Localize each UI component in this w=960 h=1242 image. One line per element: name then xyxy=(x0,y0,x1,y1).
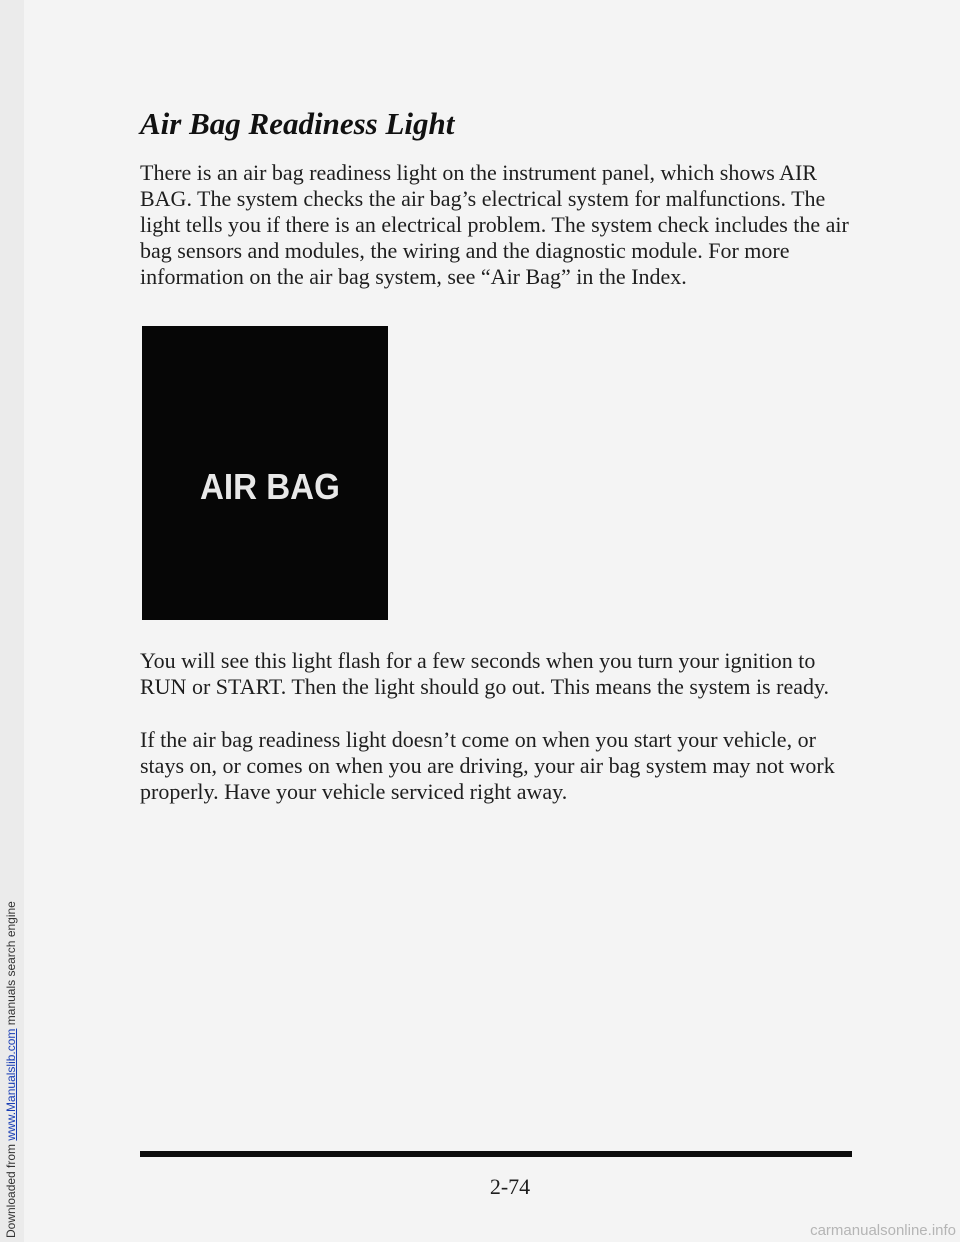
air-bag-indicator-image xyxy=(142,326,388,620)
warning-paragraph: If the air bag readiness light doesn’t come on when you start your vehicle, or stays on, or comes on when you are driving, your air bag system may not work properly. Have your vehicle serviced right away. xyxy=(140,727,835,804)
flash-paragraph: You will see this light flash for a few seconds when you turn your ignition to RUN or START. Then the light should go out. This means the system is ready. xyxy=(140,648,830,699)
side-strip xyxy=(0,0,24,1242)
banner-suffix: manuals search engine xyxy=(4,901,18,1029)
section-heading: Air Bag Readiness Light xyxy=(140,106,455,141)
download-banner xyxy=(4,901,18,1238)
footer-rule xyxy=(140,1151,852,1157)
indicator-label: AIR BAG xyxy=(200,466,340,507)
intro-paragraph: There is an air bag readiness light on the instrument panel, which shows AIR BAG. The system checks the air bag’s electrical system for malfunctions. The light tells you if there is an electrical problem. The system check includes the air bag sensors and modules, the wiring and the diagnostic module. For more information on the air bag system, see “Air Bag” in the Index. xyxy=(140,160,849,289)
watermark: carmanualsonline.info xyxy=(810,1222,956,1239)
page-number: 2-74 xyxy=(489,1174,531,1199)
banner-prefix: Downloaded from xyxy=(4,1140,18,1238)
manualslib-link[interactable]: www.Manualslib.com xyxy=(4,1028,18,1141)
